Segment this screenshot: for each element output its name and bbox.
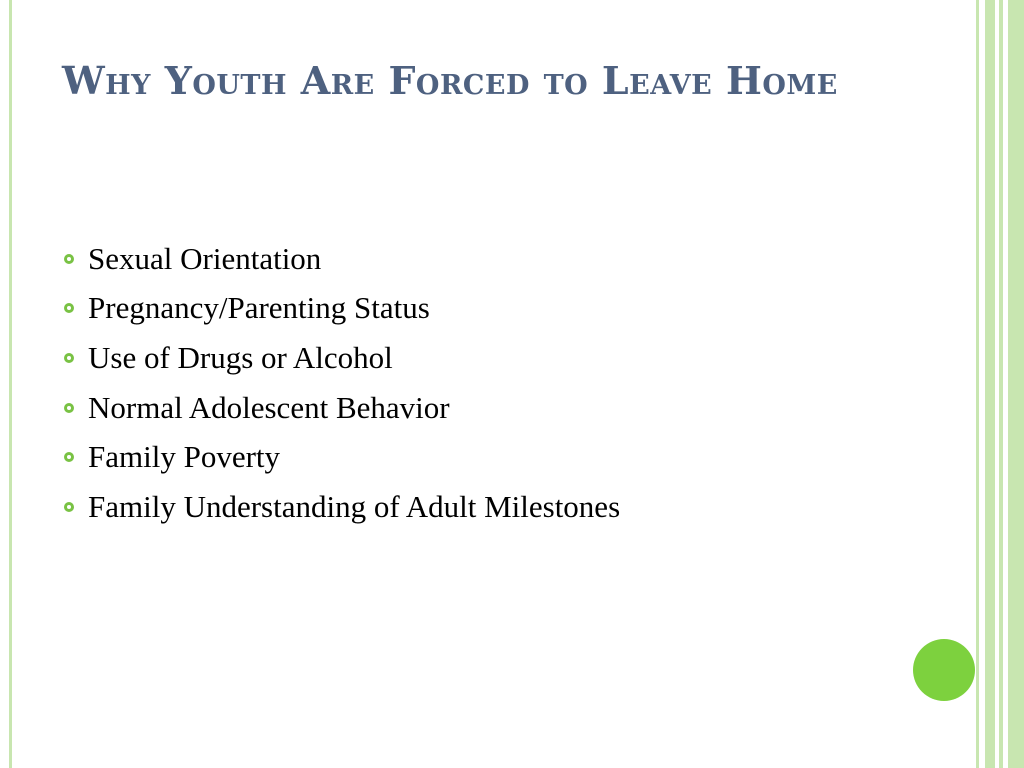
bullet-icon bbox=[64, 403, 74, 413]
bullet-icon bbox=[64, 353, 74, 363]
right-decorative-stripes bbox=[976, 0, 1024, 768]
stripe bbox=[985, 0, 995, 768]
bullet-text: Sexual Orientation bbox=[88, 240, 322, 276]
stripe bbox=[1008, 0, 1024, 768]
bullet-icon bbox=[64, 254, 74, 264]
list-item bbox=[64, 482, 620, 532]
list-item bbox=[64, 284, 620, 334]
list-item bbox=[64, 333, 620, 383]
list-item bbox=[64, 234, 620, 284]
bullet-text: Family Understanding of Adult Milestones bbox=[88, 488, 621, 524]
bullet-icon bbox=[64, 502, 74, 512]
slide-title: Why Youth Are Forced to Leave Home bbox=[62, 58, 838, 103]
bullet-icon bbox=[64, 452, 74, 462]
bullet-icon bbox=[64, 303, 74, 313]
stripe bbox=[976, 0, 979, 768]
list-item bbox=[64, 432, 620, 482]
bullet-text: Use of Drugs or Alcohol bbox=[88, 339, 393, 375]
left-border-line bbox=[9, 0, 12, 768]
bullet-text: Family Poverty bbox=[88, 439, 281, 475]
list-item bbox=[64, 383, 620, 433]
bullet-text: Pregnancy/Parenting Status bbox=[88, 290, 430, 326]
green-circle-decoration bbox=[913, 639, 975, 701]
bullet-list bbox=[64, 234, 620, 532]
stripe bbox=[999, 0, 1003, 768]
bullet-text: Normal Adolescent Behavior bbox=[88, 389, 450, 425]
